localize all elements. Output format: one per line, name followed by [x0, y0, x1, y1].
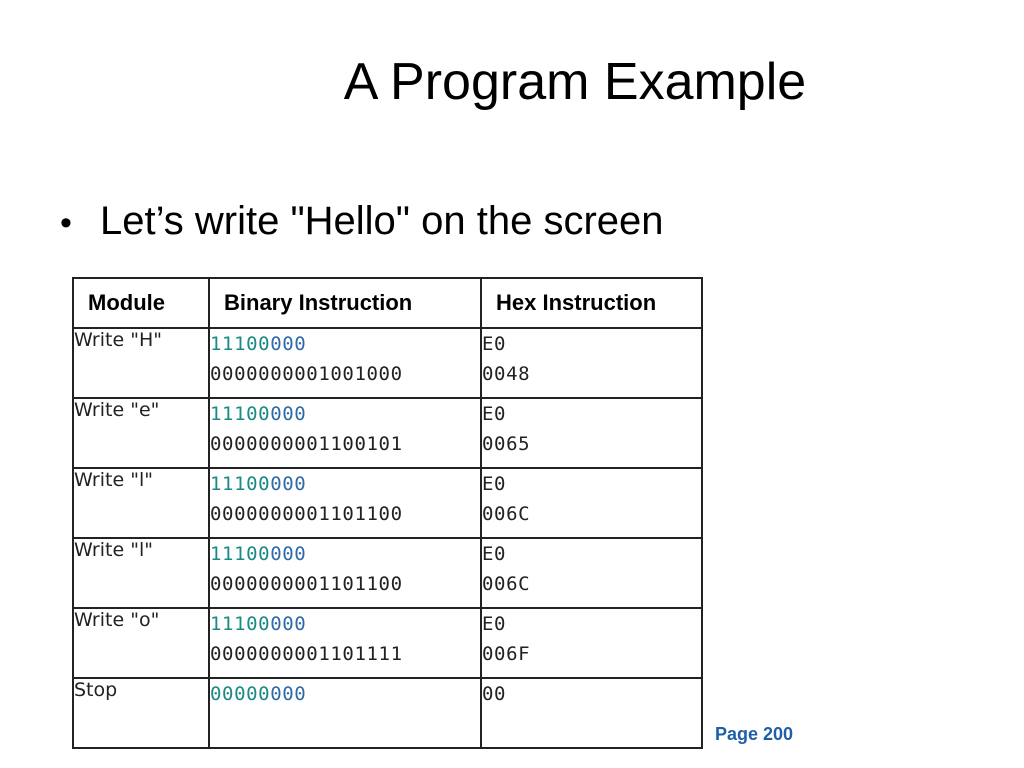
- page-number: Page 200: [715, 724, 794, 744]
- hex-cell: [481, 468, 702, 538]
- hex-opcode: E0: [482, 403, 507, 425]
- hex-operand: 006C: [482, 503, 531, 525]
- hex-operand: 0065: [482, 433, 531, 455]
- program-table: [72, 277, 703, 749]
- hex-operand: 006C: [482, 573, 531, 595]
- bullet-dot: •: [60, 204, 72, 242]
- operand-bits: 0000000001101111: [210, 643, 403, 665]
- binary-cell: [209, 608, 481, 678]
- hex-opcode: E0: [482, 333, 507, 355]
- module-cell: Write "l": [73, 468, 209, 538]
- header-binary-instruction: Binary Instruction: [209, 278, 481, 328]
- register-bits: 000: [270, 613, 307, 635]
- register-bits: 000: [270, 683, 307, 705]
- hex-opcode: E0: [482, 613, 507, 635]
- operand-bits: 0000000001100101: [210, 433, 403, 455]
- opcode-bits: 00000: [210, 683, 271, 705]
- bullet-text: Let’s write "Hello" on the screen: [100, 199, 664, 243]
- table-header-row: [73, 278, 702, 328]
- hex-operand: 006F: [482, 643, 531, 665]
- opcode-bits: 11100: [210, 403, 271, 425]
- operand-bits: 0000000001101100: [210, 573, 403, 595]
- hex-cell: [481, 328, 702, 398]
- hex-cell: [481, 538, 702, 608]
- module-cell: Stop: [73, 678, 209, 748]
- table-row: [73, 468, 702, 538]
- binary-cell: [209, 678, 481, 748]
- table-row: [73, 398, 702, 468]
- slide-title: A Program Example: [343, 53, 807, 111]
- register-bits: 000: [270, 543, 307, 565]
- binary-cell: [209, 468, 481, 538]
- hex-opcode: 00: [482, 683, 507, 705]
- binary-cell: [209, 538, 481, 608]
- hex-opcode: E0: [482, 473, 507, 495]
- hex-cell: [481, 398, 702, 468]
- binary-cell: [209, 398, 481, 468]
- opcode-bits: 11100: [210, 613, 271, 635]
- module-cell: Write "o": [73, 608, 209, 678]
- binary-cell: [209, 328, 481, 398]
- module-cell: Write "H": [73, 328, 209, 398]
- hex-opcode: E0: [482, 543, 507, 565]
- register-bits: 000: [270, 403, 307, 425]
- operand-bits: 0000000001001000: [210, 363, 403, 385]
- bullet-point: [60, 196, 664, 248]
- table-row: [73, 608, 702, 678]
- header-hex-instruction: Hex Instruction: [481, 278, 702, 328]
- table-row: [73, 328, 702, 398]
- hex-cell: [481, 678, 702, 748]
- register-bits: 000: [270, 333, 307, 355]
- header-module: Module: [73, 278, 209, 328]
- opcode-bits: 11100: [210, 543, 271, 565]
- hex-operand: 0048: [482, 363, 531, 385]
- module-cell: Write "l": [73, 538, 209, 608]
- opcode-bits: 11100: [210, 473, 271, 495]
- register-bits: 000: [270, 473, 307, 495]
- hex-cell: [481, 608, 702, 678]
- module-cell: Write "e": [73, 398, 209, 468]
- operand-bits: 0000000001101100: [210, 503, 403, 525]
- table-row: [73, 678, 702, 748]
- opcode-bits: 11100: [210, 333, 271, 355]
- table-row: [73, 538, 702, 608]
